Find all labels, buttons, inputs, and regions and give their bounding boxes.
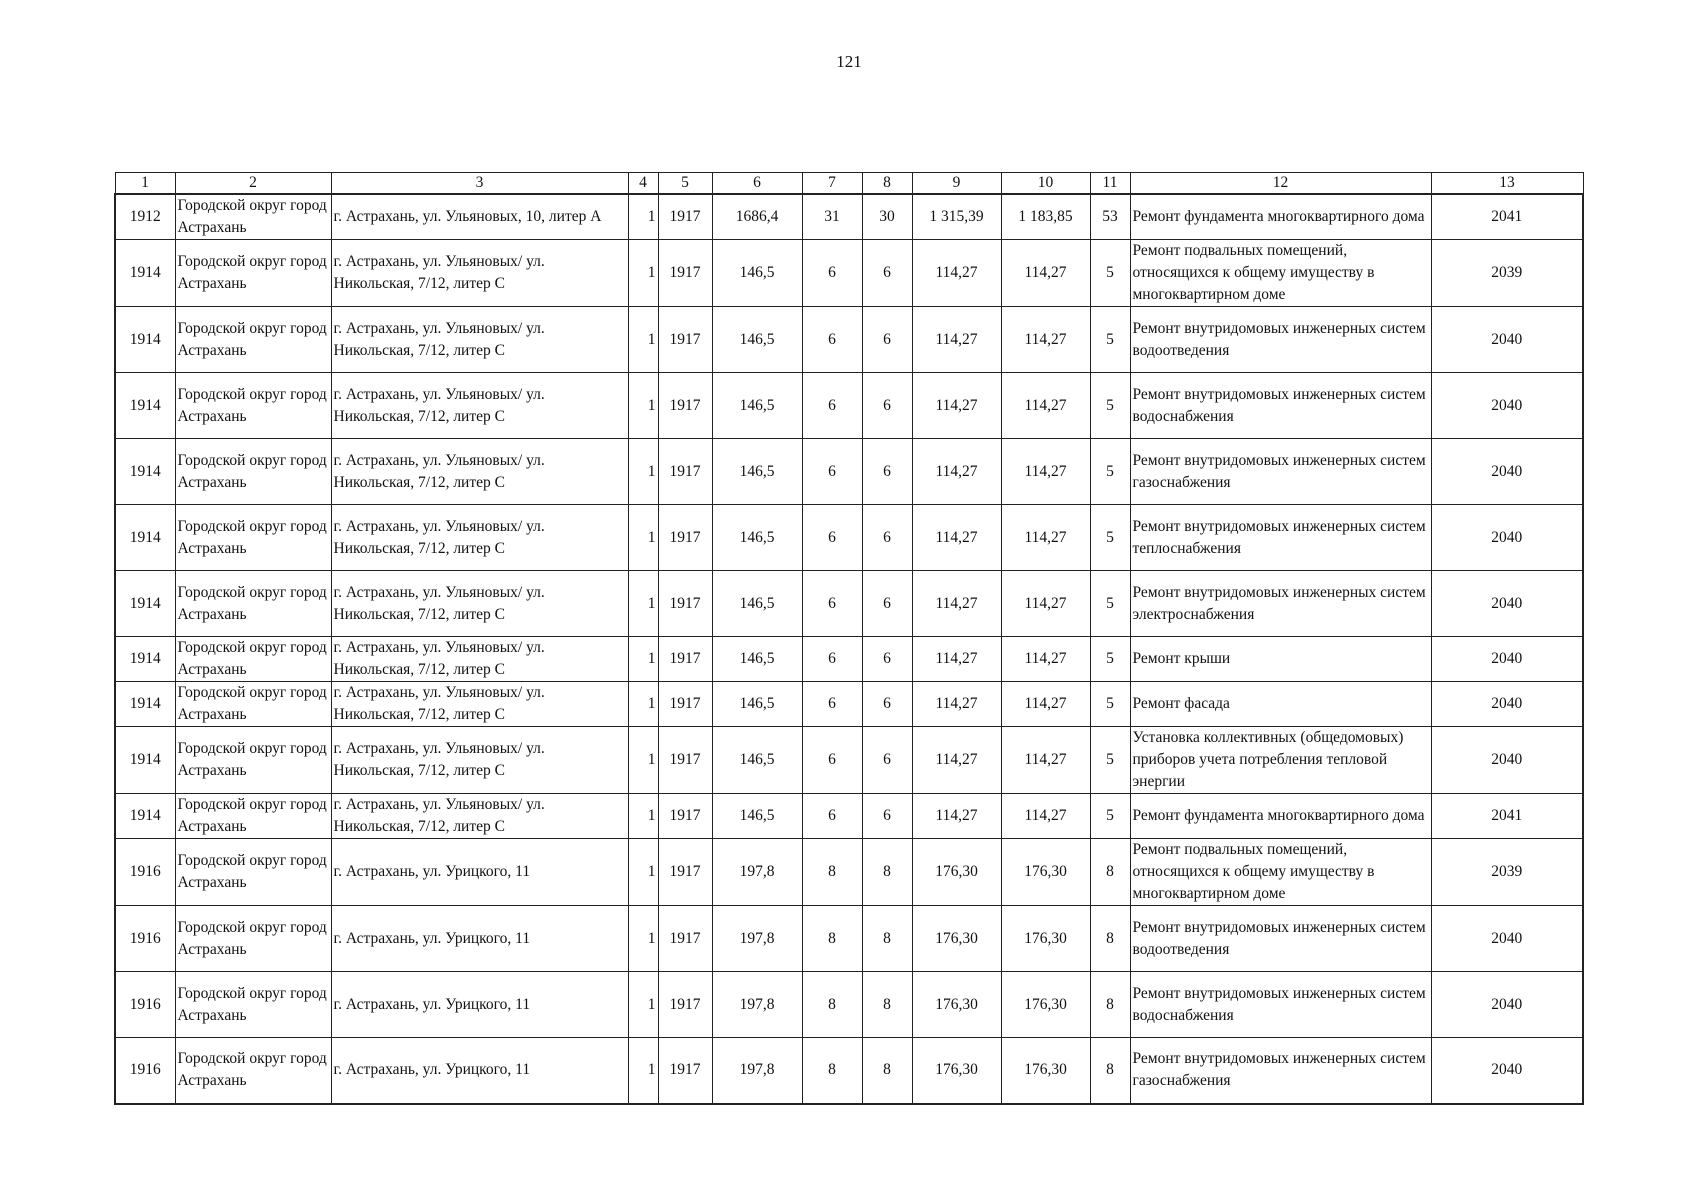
record-number-cell: 1914 — [115, 727, 175, 794]
work-type-cell: Ремонт внутридомовых инженерных систем теплоснабжения — [1130, 505, 1431, 571]
column-header: 11 — [1090, 173, 1130, 195]
record-number-cell: 1914 — [115, 571, 175, 637]
record-number-cell: 1914 — [115, 307, 175, 373]
table-row — [115, 794, 1583, 839]
col7-cell: 8 — [802, 972, 862, 1038]
municipality-cell: Городской округ город Астрахань — [175, 505, 331, 571]
col7-cell: 8 — [802, 906, 862, 972]
area-cell: 146,5 — [712, 794, 802, 839]
col9-cell: 114,27 — [912, 682, 1001, 727]
col7-cell: 6 — [802, 637, 862, 682]
column-header: 2 — [175, 173, 331, 195]
record-number-cell: 1914 — [115, 505, 175, 571]
table-row — [115, 839, 1583, 906]
col8-cell: 6 — [862, 505, 912, 571]
area-cell: 197,8 — [712, 906, 802, 972]
year-cell: 1917 — [658, 906, 712, 972]
column-header: 13 — [1431, 173, 1583, 195]
address-cell: г. Астрахань, ул. Ульяновых/ ул. Никольская, 7/12, литер С — [331, 571, 628, 637]
work-type-cell: Ремонт внутридомовых инженерных систем газоснабжения — [1130, 1038, 1431, 1104]
col10-cell: 114,27 — [1001, 682, 1090, 727]
col9-cell: 176,30 — [912, 906, 1001, 972]
work-type-cell: Ремонт крыши — [1130, 637, 1431, 682]
work-type-cell: Ремонт внутридомовых инженерных систем водоснабжения — [1130, 373, 1431, 439]
col9-cell: 114,27 — [912, 307, 1001, 373]
column-header: 6 — [712, 173, 802, 195]
column-header: 12 — [1130, 173, 1431, 195]
record-number-cell: 1916 — [115, 839, 175, 906]
col9-cell: 176,30 — [912, 1038, 1001, 1104]
col8-cell: 6 — [862, 373, 912, 439]
area-cell: 146,5 — [712, 637, 802, 682]
col10-cell: 114,27 — [1001, 439, 1090, 505]
area-cell: 146,5 — [712, 240, 802, 307]
col7-cell: 6 — [802, 373, 862, 439]
address-cell: г. Астрахань, ул. Ульяновых/ ул. Никольская, 7/12, литер С — [331, 439, 628, 505]
count-cell: 1 — [628, 240, 658, 307]
count-cell: 1 — [628, 505, 658, 571]
planned-year-cell: 2041 — [1431, 794, 1583, 839]
area-cell: 197,8 — [712, 1038, 802, 1104]
municipality-cell: Городской округ город Астрахань — [175, 637, 331, 682]
address-cell: г. Астрахань, ул. Урицкого, 11 — [331, 972, 628, 1038]
header-row — [115, 173, 1583, 195]
col9-cell: 114,27 — [912, 240, 1001, 307]
col11-cell: 5 — [1090, 571, 1130, 637]
municipality-cell: Городской округ город Астрахань — [175, 571, 331, 637]
count-cell: 1 — [628, 972, 658, 1038]
area-cell: 197,8 — [712, 972, 802, 1038]
col10-cell: 176,30 — [1001, 972, 1090, 1038]
col11-cell: 8 — [1090, 972, 1130, 1038]
col8-cell: 6 — [862, 307, 912, 373]
col8-cell: 6 — [862, 439, 912, 505]
col11-cell: 5 — [1090, 637, 1130, 682]
work-type-cell: Ремонт внутридомовых инженерных систем водоотведения — [1130, 906, 1431, 972]
count-cell: 1 — [628, 439, 658, 505]
count-cell: 1 — [628, 637, 658, 682]
record-number-cell: 1914 — [115, 439, 175, 505]
col9-cell: 1 315,39 — [912, 194, 1001, 240]
work-type-cell: Ремонт внутридомовых инженерных систем водоотведения — [1130, 307, 1431, 373]
col11-cell: 5 — [1090, 307, 1130, 373]
col8-cell: 8 — [862, 972, 912, 1038]
count-cell: 1 — [628, 307, 658, 373]
col11-cell: 8 — [1090, 906, 1130, 972]
record-number-cell: 1914 — [115, 794, 175, 839]
column-header: 7 — [802, 173, 862, 195]
col10-cell: 176,30 — [1001, 839, 1090, 906]
record-number-cell: 1914 — [115, 240, 175, 307]
municipality-cell: Городской округ город Астрахань — [175, 727, 331, 794]
municipality-cell: Городской округ город Астрахань — [175, 194, 331, 240]
count-cell: 1 — [628, 906, 658, 972]
municipality-cell: Городской округ город Астрахань — [175, 373, 331, 439]
col9-cell: 176,30 — [912, 972, 1001, 1038]
table-row — [115, 240, 1583, 307]
planned-year-cell: 2040 — [1431, 1038, 1583, 1104]
work-type-cell: Ремонт фасада — [1130, 682, 1431, 727]
count-cell: 1 — [628, 373, 658, 439]
col7-cell: 6 — [802, 439, 862, 505]
area-cell: 146,5 — [712, 373, 802, 439]
record-number-cell: 1914 — [115, 637, 175, 682]
col11-cell: 5 — [1090, 794, 1130, 839]
work-type-cell: Ремонт фундамента многоквартирного дома — [1130, 794, 1431, 839]
table-row — [115, 307, 1583, 373]
work-type-cell: Ремонт подвальных помещений, относящихся к общему имуществу в многоквартирном доме — [1130, 240, 1431, 307]
record-number-cell: 1912 — [115, 194, 175, 240]
area-cell: 146,5 — [712, 682, 802, 727]
table-row — [115, 194, 1583, 240]
planned-year-cell: 2040 — [1431, 637, 1583, 682]
year-cell: 1917 — [658, 571, 712, 637]
col11-cell: 8 — [1090, 839, 1130, 906]
col9-cell: 114,27 — [912, 373, 1001, 439]
col11-cell: 5 — [1090, 373, 1130, 439]
address-cell: г. Астрахань, ул. Ульяновых/ ул. Никольская, 7/12, литер С — [331, 505, 628, 571]
col7-cell: 8 — [802, 1038, 862, 1104]
column-header: 10 — [1001, 173, 1090, 195]
col9-cell: 114,27 — [912, 794, 1001, 839]
planned-year-cell: 2040 — [1431, 307, 1583, 373]
year-cell: 1917 — [658, 972, 712, 1038]
col9-cell: 114,27 — [912, 571, 1001, 637]
planned-year-cell: 2040 — [1431, 571, 1583, 637]
table-row — [115, 682, 1583, 727]
table-body — [115, 194, 1583, 1104]
address-cell: г. Астрахань, ул. Ульяновых, 10, литер А — [331, 194, 628, 240]
capital-repair-table — [114, 172, 1584, 1105]
count-cell: 1 — [628, 1038, 658, 1104]
col8-cell: 6 — [862, 240, 912, 307]
col11-cell: 5 — [1090, 505, 1130, 571]
municipality-cell: Городской округ город Астрахань — [175, 906, 331, 972]
table-row — [115, 637, 1583, 682]
column-header: 5 — [658, 173, 712, 195]
col11-cell: 5 — [1090, 682, 1130, 727]
record-number-cell: 1916 — [115, 972, 175, 1038]
municipality-cell: Городской округ город Астрахань — [175, 839, 331, 906]
col9-cell: 114,27 — [912, 439, 1001, 505]
col10-cell: 114,27 — [1001, 794, 1090, 839]
col10-cell: 114,27 — [1001, 505, 1090, 571]
year-cell: 1917 — [658, 505, 712, 571]
column-header: 4 — [628, 173, 658, 195]
count-cell: 1 — [628, 794, 658, 839]
year-cell: 1917 — [658, 727, 712, 794]
col10-cell: 114,27 — [1001, 727, 1090, 794]
col7-cell: 6 — [802, 240, 862, 307]
col8-cell: 6 — [862, 682, 912, 727]
area-cell: 1686,4 — [712, 194, 802, 240]
year-cell: 1917 — [658, 794, 712, 839]
col8-cell: 8 — [862, 1038, 912, 1104]
column-header: 1 — [115, 173, 175, 195]
municipality-cell: Городской округ город Астрахань — [175, 240, 331, 307]
address-cell: г. Астрахань, ул. Урицкого, 11 — [331, 906, 628, 972]
count-cell: 1 — [628, 194, 658, 240]
address-cell: г. Астрахань, ул. Ульяновых/ ул. Никольская, 7/12, литер С — [331, 682, 628, 727]
year-cell: 1917 — [658, 637, 712, 682]
col10-cell: 114,27 — [1001, 307, 1090, 373]
col8-cell: 8 — [862, 839, 912, 906]
count-cell: 1 — [628, 682, 658, 727]
year-cell: 1917 — [658, 682, 712, 727]
area-cell: 197,8 — [712, 839, 802, 906]
table-row — [115, 571, 1583, 637]
municipality-cell: Городской округ город Астрахань — [175, 307, 331, 373]
table-row — [115, 906, 1583, 972]
year-cell: 1917 — [658, 839, 712, 906]
col8-cell: 8 — [862, 906, 912, 972]
work-type-cell: Ремонт подвальных помещений, относящихся к общему имуществу в многоквартирном доме — [1130, 839, 1431, 906]
year-cell: 1917 — [658, 439, 712, 505]
record-number-cell: 1916 — [115, 1038, 175, 1104]
count-cell: 1 — [628, 839, 658, 906]
record-number-cell: 1914 — [115, 682, 175, 727]
col8-cell: 6 — [862, 571, 912, 637]
planned-year-cell: 2040 — [1431, 972, 1583, 1038]
col7-cell: 31 — [802, 194, 862, 240]
col7-cell: 8 — [802, 839, 862, 906]
address-cell: г. Астрахань, ул. Ульяновых/ ул. Никольская, 7/12, литер С — [331, 373, 628, 439]
col7-cell: 6 — [802, 505, 862, 571]
column-header: 9 — [912, 173, 1001, 195]
planned-year-cell: 2040 — [1431, 682, 1583, 727]
planned-year-cell: 2040 — [1431, 439, 1583, 505]
planned-year-cell: 2041 — [1431, 194, 1583, 240]
area-cell: 146,5 — [712, 307, 802, 373]
col11-cell: 8 — [1090, 1038, 1130, 1104]
planned-year-cell: 2040 — [1431, 505, 1583, 571]
col9-cell: 114,27 — [912, 505, 1001, 571]
planned-year-cell: 2039 — [1431, 240, 1583, 307]
municipality-cell: Городской округ город Астрахань — [175, 1038, 331, 1104]
col10-cell: 114,27 — [1001, 637, 1090, 682]
area-cell: 146,5 — [712, 571, 802, 637]
col10-cell: 176,30 — [1001, 906, 1090, 972]
col9-cell: 114,27 — [912, 637, 1001, 682]
col10-cell: 114,27 — [1001, 373, 1090, 439]
municipality-cell: Городской округ город Астрахань — [175, 972, 331, 1038]
record-number-cell: 1916 — [115, 906, 175, 972]
year-cell: 1917 — [658, 194, 712, 240]
table-row — [115, 505, 1583, 571]
year-cell: 1917 — [658, 307, 712, 373]
municipality-cell: Городской округ город Астрахань — [175, 682, 331, 727]
col11-cell: 5 — [1090, 727, 1130, 794]
address-cell: г. Астрахань, ул. Ульяновых/ ул. Никольская, 7/12, литер С — [331, 727, 628, 794]
address-cell: г. Астрахань, ул. Урицкого, 11 — [331, 1038, 628, 1104]
col7-cell: 6 — [802, 727, 862, 794]
table-row — [115, 727, 1583, 794]
column-header: 8 — [862, 173, 912, 195]
col8-cell: 6 — [862, 727, 912, 794]
work-type-cell: Ремонт внутридомовых инженерных систем газоснабжения — [1130, 439, 1431, 505]
column-header: 3 — [331, 173, 628, 195]
municipality-cell: Городской округ город Астрахань — [175, 439, 331, 505]
work-type-cell: Ремонт фундамента многоквартирного дома — [1130, 194, 1431, 240]
col8-cell: 6 — [862, 794, 912, 839]
year-cell: 1917 — [658, 373, 712, 439]
page-number: 121 — [836, 52, 862, 71]
col11-cell: 5 — [1090, 439, 1130, 505]
address-cell: г. Астрахань, ул. Ульяновых/ ул. Никольская, 7/12, литер С — [331, 240, 628, 307]
col10-cell: 1 183,85 — [1001, 194, 1090, 240]
col10-cell: 114,27 — [1001, 571, 1090, 637]
year-cell: 1917 — [658, 1038, 712, 1104]
col7-cell: 6 — [802, 571, 862, 637]
work-type-cell: Ремонт внутридомовых инженерных систем электроснабжения — [1130, 571, 1431, 637]
col11-cell: 5 — [1090, 240, 1130, 307]
planned-year-cell: 2039 — [1431, 839, 1583, 906]
col9-cell: 114,27 — [912, 727, 1001, 794]
municipality-cell: Городской округ город Астрахань — [175, 794, 331, 839]
area-cell: 146,5 — [712, 439, 802, 505]
col10-cell: 176,30 — [1001, 1038, 1090, 1104]
planned-year-cell: 2040 — [1431, 727, 1583, 794]
table-row — [115, 1038, 1583, 1104]
col9-cell: 176,30 — [912, 839, 1001, 906]
table-row — [115, 373, 1583, 439]
area-cell: 146,5 — [712, 505, 802, 571]
col10-cell: 114,27 — [1001, 240, 1090, 307]
planned-year-cell: 2040 — [1431, 906, 1583, 972]
table-row — [115, 972, 1583, 1038]
work-type-cell: Установка коллективных (общедомовых) приборов учета потребления тепловой энергии — [1130, 727, 1431, 794]
table-row — [115, 439, 1583, 505]
address-cell: г. Астрахань, ул. Урицкого, 11 — [331, 839, 628, 906]
col7-cell: 6 — [802, 794, 862, 839]
col7-cell: 6 — [802, 682, 862, 727]
col8-cell: 30 — [862, 194, 912, 240]
address-cell: г. Астрахань, ул. Ульяновых/ ул. Никольская, 7/12, литер С — [331, 307, 628, 373]
area-cell: 146,5 — [712, 727, 802, 794]
count-cell: 1 — [628, 727, 658, 794]
col7-cell: 6 — [802, 307, 862, 373]
col11-cell: 53 — [1090, 194, 1130, 240]
address-cell: г. Астрахань, ул. Ульяновых/ ул. Никольская, 7/12, литер С — [331, 637, 628, 682]
work-type-cell: Ремонт внутридомовых инженерных систем водоснабжения — [1130, 972, 1431, 1038]
planned-year-cell: 2040 — [1431, 373, 1583, 439]
count-cell: 1 — [628, 571, 658, 637]
address-cell: г. Астрахань, ул. Ульяновых/ ул. Никольская, 7/12, литер С — [331, 794, 628, 839]
record-number-cell: 1914 — [115, 373, 175, 439]
col8-cell: 6 — [862, 637, 912, 682]
year-cell: 1917 — [658, 240, 712, 307]
